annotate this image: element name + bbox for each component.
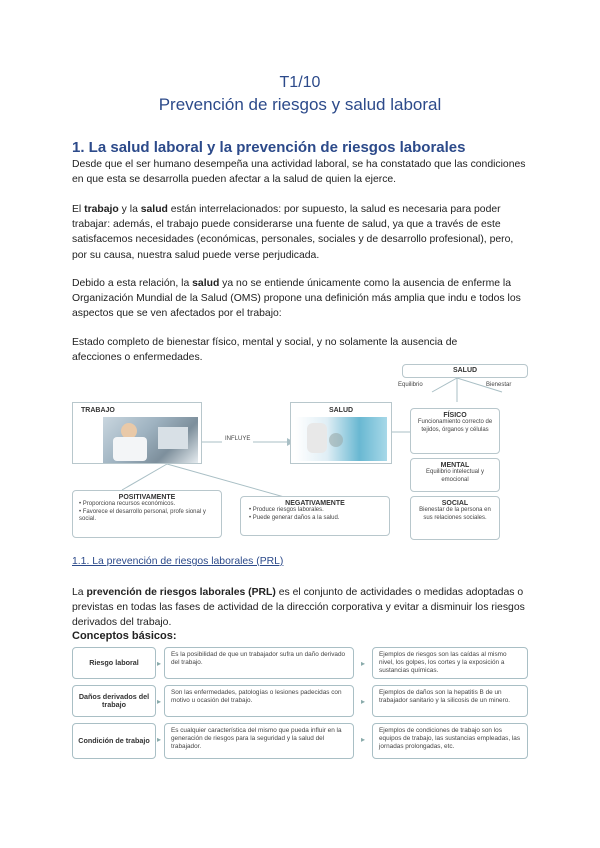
paragraph-prl-bold: prevención de riesgos laborales (PRL) bbox=[86, 587, 276, 598]
trabajo-photo bbox=[103, 417, 198, 463]
concept-example: Ejemplos de riesgos son las caídas al mismo nivel, los golpes, los cortes y la exposición a sustancias químicas. bbox=[372, 647, 528, 679]
section-heading-1: 1. La salud laboral y la prevención de riesgos laborales bbox=[72, 139, 466, 156]
arrow-icon: ▸ bbox=[361, 735, 366, 744]
mental-title: MENTAL bbox=[440, 462, 470, 469]
concept-row-danos bbox=[72, 683, 528, 719]
salud-box bbox=[290, 402, 392, 464]
paragraph-2-text-d: están interrelacionados: por supuesto, la salud es necesaria para poder trabajar: además, el trabajo puede considerarse una fuente de salud, ya que a través de este satisfacemos necesidades (económicas, personales, sociales y de desarrollo profesional), pero, por su causa, nuestra salud puede verse perjudicada. bbox=[72, 204, 514, 261]
page-title: Prevención de riesgos y salud laboral bbox=[158, 95, 442, 114]
paragraph-2-text-c: y la bbox=[118, 204, 141, 215]
concept-example: Ejemplos de daños son la hepatitis B de un trabajador sanitario y la silicosis de un minero. bbox=[372, 685, 528, 717]
salud-top-box bbox=[402, 364, 528, 378]
paragraph-4: Estado completo de bienestar físico, mental y social, y no solamente la ausencia de afecciones o enfermedades. bbox=[72, 337, 458, 364]
negativamente-box bbox=[240, 496, 390, 536]
mental-text: Equilibrio intelectual y emocional bbox=[425, 469, 485, 483]
arrow-icon: ▸ bbox=[361, 697, 366, 706]
section-heading-1-1: 1.1. La prevención de riesgos laborales (PRL) bbox=[72, 556, 284, 567]
concept-definition: Es la posibilidad de que un trabajador sufra un daño derivado del trabajo. bbox=[164, 647, 354, 679]
arrow-icon: ▸ bbox=[157, 697, 162, 706]
concept-row-riesgo bbox=[72, 645, 528, 681]
concept-row-condicion bbox=[72, 721, 528, 761]
arrow-icon: ▸ bbox=[157, 735, 162, 744]
negativamente-item-1: • Produce riesgos laborales. bbox=[249, 507, 324, 513]
paragraph-3-text-a: Debido a esta relación, la bbox=[72, 278, 193, 289]
paragraph-2-bold-salud: salud bbox=[140, 204, 168, 215]
fisico-box bbox=[410, 408, 500, 454]
paragraph-3-text-c: ya no se entiende únicamente como la ausencia de enferme la Organización Mundial de la Salud (OMS) propone una definición más amplia que indu e todos los aspectos que se ven afectados por el trabajo: bbox=[72, 278, 521, 320]
influye-label: INFLUYE bbox=[222, 436, 253, 444]
social-title: SOCIAL bbox=[441, 500, 469, 507]
work-health-diagram bbox=[72, 362, 528, 542]
positivamente-box bbox=[72, 490, 222, 538]
salud-top-title: SALUD bbox=[452, 367, 478, 374]
bienestar-label: Bienestar bbox=[486, 382, 512, 388]
fisico-text: Funcionamiento correcto de tejidos, órganos y células bbox=[417, 419, 493, 433]
negativamente-item-2: • Puede generar daños a la salud. bbox=[249, 514, 340, 521]
concepts-heading: Conceptos básicos: bbox=[72, 630, 177, 642]
fisico-title: FÍSICO bbox=[443, 412, 467, 419]
paragraph-prl bbox=[72, 585, 527, 631]
concept-label: Condición de trabajo bbox=[72, 723, 156, 759]
trabajo-title: TRABAJO bbox=[81, 407, 115, 414]
paragraph-prl-text-a: La bbox=[72, 587, 87, 598]
positivamente-item-2: • Favorece el desarrollo personal, profe sional y social. bbox=[79, 508, 206, 522]
positivamente-item-1: • Proporciona recursos económicos. bbox=[79, 501, 176, 507]
arrow-icon: ▸ bbox=[157, 659, 162, 668]
unit-code: T1/10 bbox=[279, 74, 321, 91]
concept-definition: Es cualquier característica del mismo que pueda influir en la generación de riesgos para la seguridad y la salud del trabajador. bbox=[164, 723, 354, 759]
arrow-icon: ▸ bbox=[361, 659, 366, 668]
paragraph-3-bold-salud: salud bbox=[192, 278, 220, 289]
concept-label: Riesgo laboral bbox=[72, 647, 156, 679]
paragraph-3 bbox=[72, 276, 527, 322]
mental-box bbox=[410, 458, 500, 492]
social-text: Bienestar de la persona en sus relaciones sociales. bbox=[419, 507, 491, 521]
concept-label: Daños derivados del trabajo bbox=[72, 685, 156, 717]
salud-mid-title: SALUD bbox=[328, 407, 354, 414]
equilibrio-label: Equilibrio bbox=[398, 382, 423, 388]
paragraph-2-bold-trabajo: trabajo bbox=[84, 204, 119, 215]
salud-photo bbox=[295, 417, 387, 461]
concept-example: Ejemplos de condiciones de trabajo son los equipos de trabajo, las sustancias empleadas, las jornadas prolongadas, etc. bbox=[372, 723, 528, 759]
negativamente-title: NEGATIVAMENTE bbox=[285, 500, 345, 507]
paragraph-1: Desde que el ser humano desempeña una actividad laboral, se ha constatado que las condiciones en que esta se desarrolla pueden afectar a la salud de quien la ejerce. bbox=[72, 159, 526, 186]
paragraph-2-text-a: El bbox=[72, 204, 85, 215]
social-box bbox=[410, 496, 500, 540]
positivamente-title: POSITIVAMENTE bbox=[118, 494, 176, 501]
concepts-table bbox=[72, 645, 528, 765]
trabajo-box bbox=[72, 402, 202, 464]
paragraph-2 bbox=[72, 202, 527, 263]
concept-definition: Son las enfermedades, patologías o lesiones padecidas con motivo u ocasión del trabajo. bbox=[164, 685, 354, 717]
paragraph-prl-text-c: es el conjunto de actividades o medidas adoptadas o previstas en todas las fases de actividad de la dirección corporativa y evitar a disminuir los riesgos derivados del trabajo. bbox=[72, 587, 525, 629]
